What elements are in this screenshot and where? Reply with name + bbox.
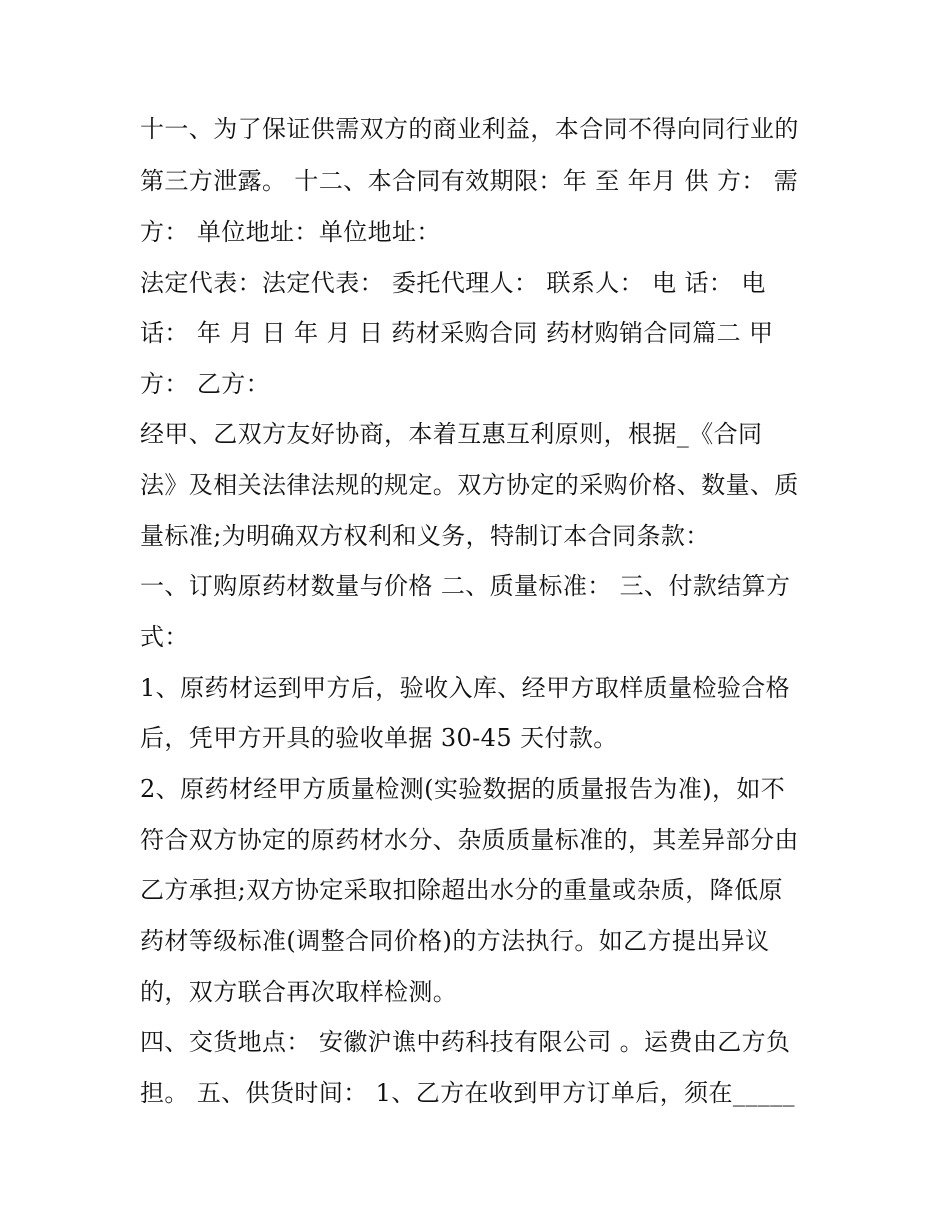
text-line: 后，凭甲方开具的验收单据 30-45 天付款。 (140, 724, 618, 752)
text-line: 第三方泄露。 十二、本合同有效期限：年 至 年月 供 方： 需 (140, 167, 799, 195)
text-line: 2、原药材经甲方质量检测(实验数据的质量报告为准)，如不 (140, 775, 786, 803)
text-line: 一、订购原药材数量与价格 二、质量标准： 三、付款结算方 (140, 572, 791, 600)
text-line: 担。 五、供货时间： 1、乙方在收到甲方订单后，须在_____ (140, 1079, 795, 1107)
text-line: 法定代表：法定代表： 委托代理人： 联系人： 电 话： 电 (140, 269, 766, 297)
text-line: 方： 乙方： (140, 370, 271, 398)
text-line: 符合双方协定的原药材水分、杂质质量标准的，其差异部分由 (140, 826, 799, 854)
text-line: 式： (140, 623, 189, 651)
text-line: 的，双方联合再次取样检测。 (140, 978, 458, 1006)
text-line: 经甲、乙双方友好协商，本着互惠互利原则，根据_《合同 (140, 420, 763, 448)
text-line: 乙方承担;双方协定采取扣除超出水分的重量或杂质，降低原 (140, 876, 783, 904)
text-line: 十一、为了保证供需双方的商业利益，本合同不得向同行业的 (140, 115, 799, 143)
text-line: 法》及相关法律法规的规定。双方协定的采购价格、数量、质 (140, 471, 799, 499)
text-line: 话： 年 月 日 年 月 日 药材采购合同 药材购销合同篇二 甲 (140, 319, 774, 347)
text-line: 药材等级标准(调整合同价格)的方法执行。如乙方提出异议 (140, 927, 770, 955)
text-line: 量标准;为明确双方权利和义务，特制订本合同条款： (140, 522, 710, 550)
text-line: 方： 单位地址：单位地址： (140, 218, 441, 246)
text-line: 1、原药材运到甲方后，验收入库、经甲方取样质量检验合格 (140, 674, 791, 702)
text-line: 四、交货地点： 安徽沪谯中药科技有限公司 。运费由乙方负 (140, 1028, 791, 1056)
